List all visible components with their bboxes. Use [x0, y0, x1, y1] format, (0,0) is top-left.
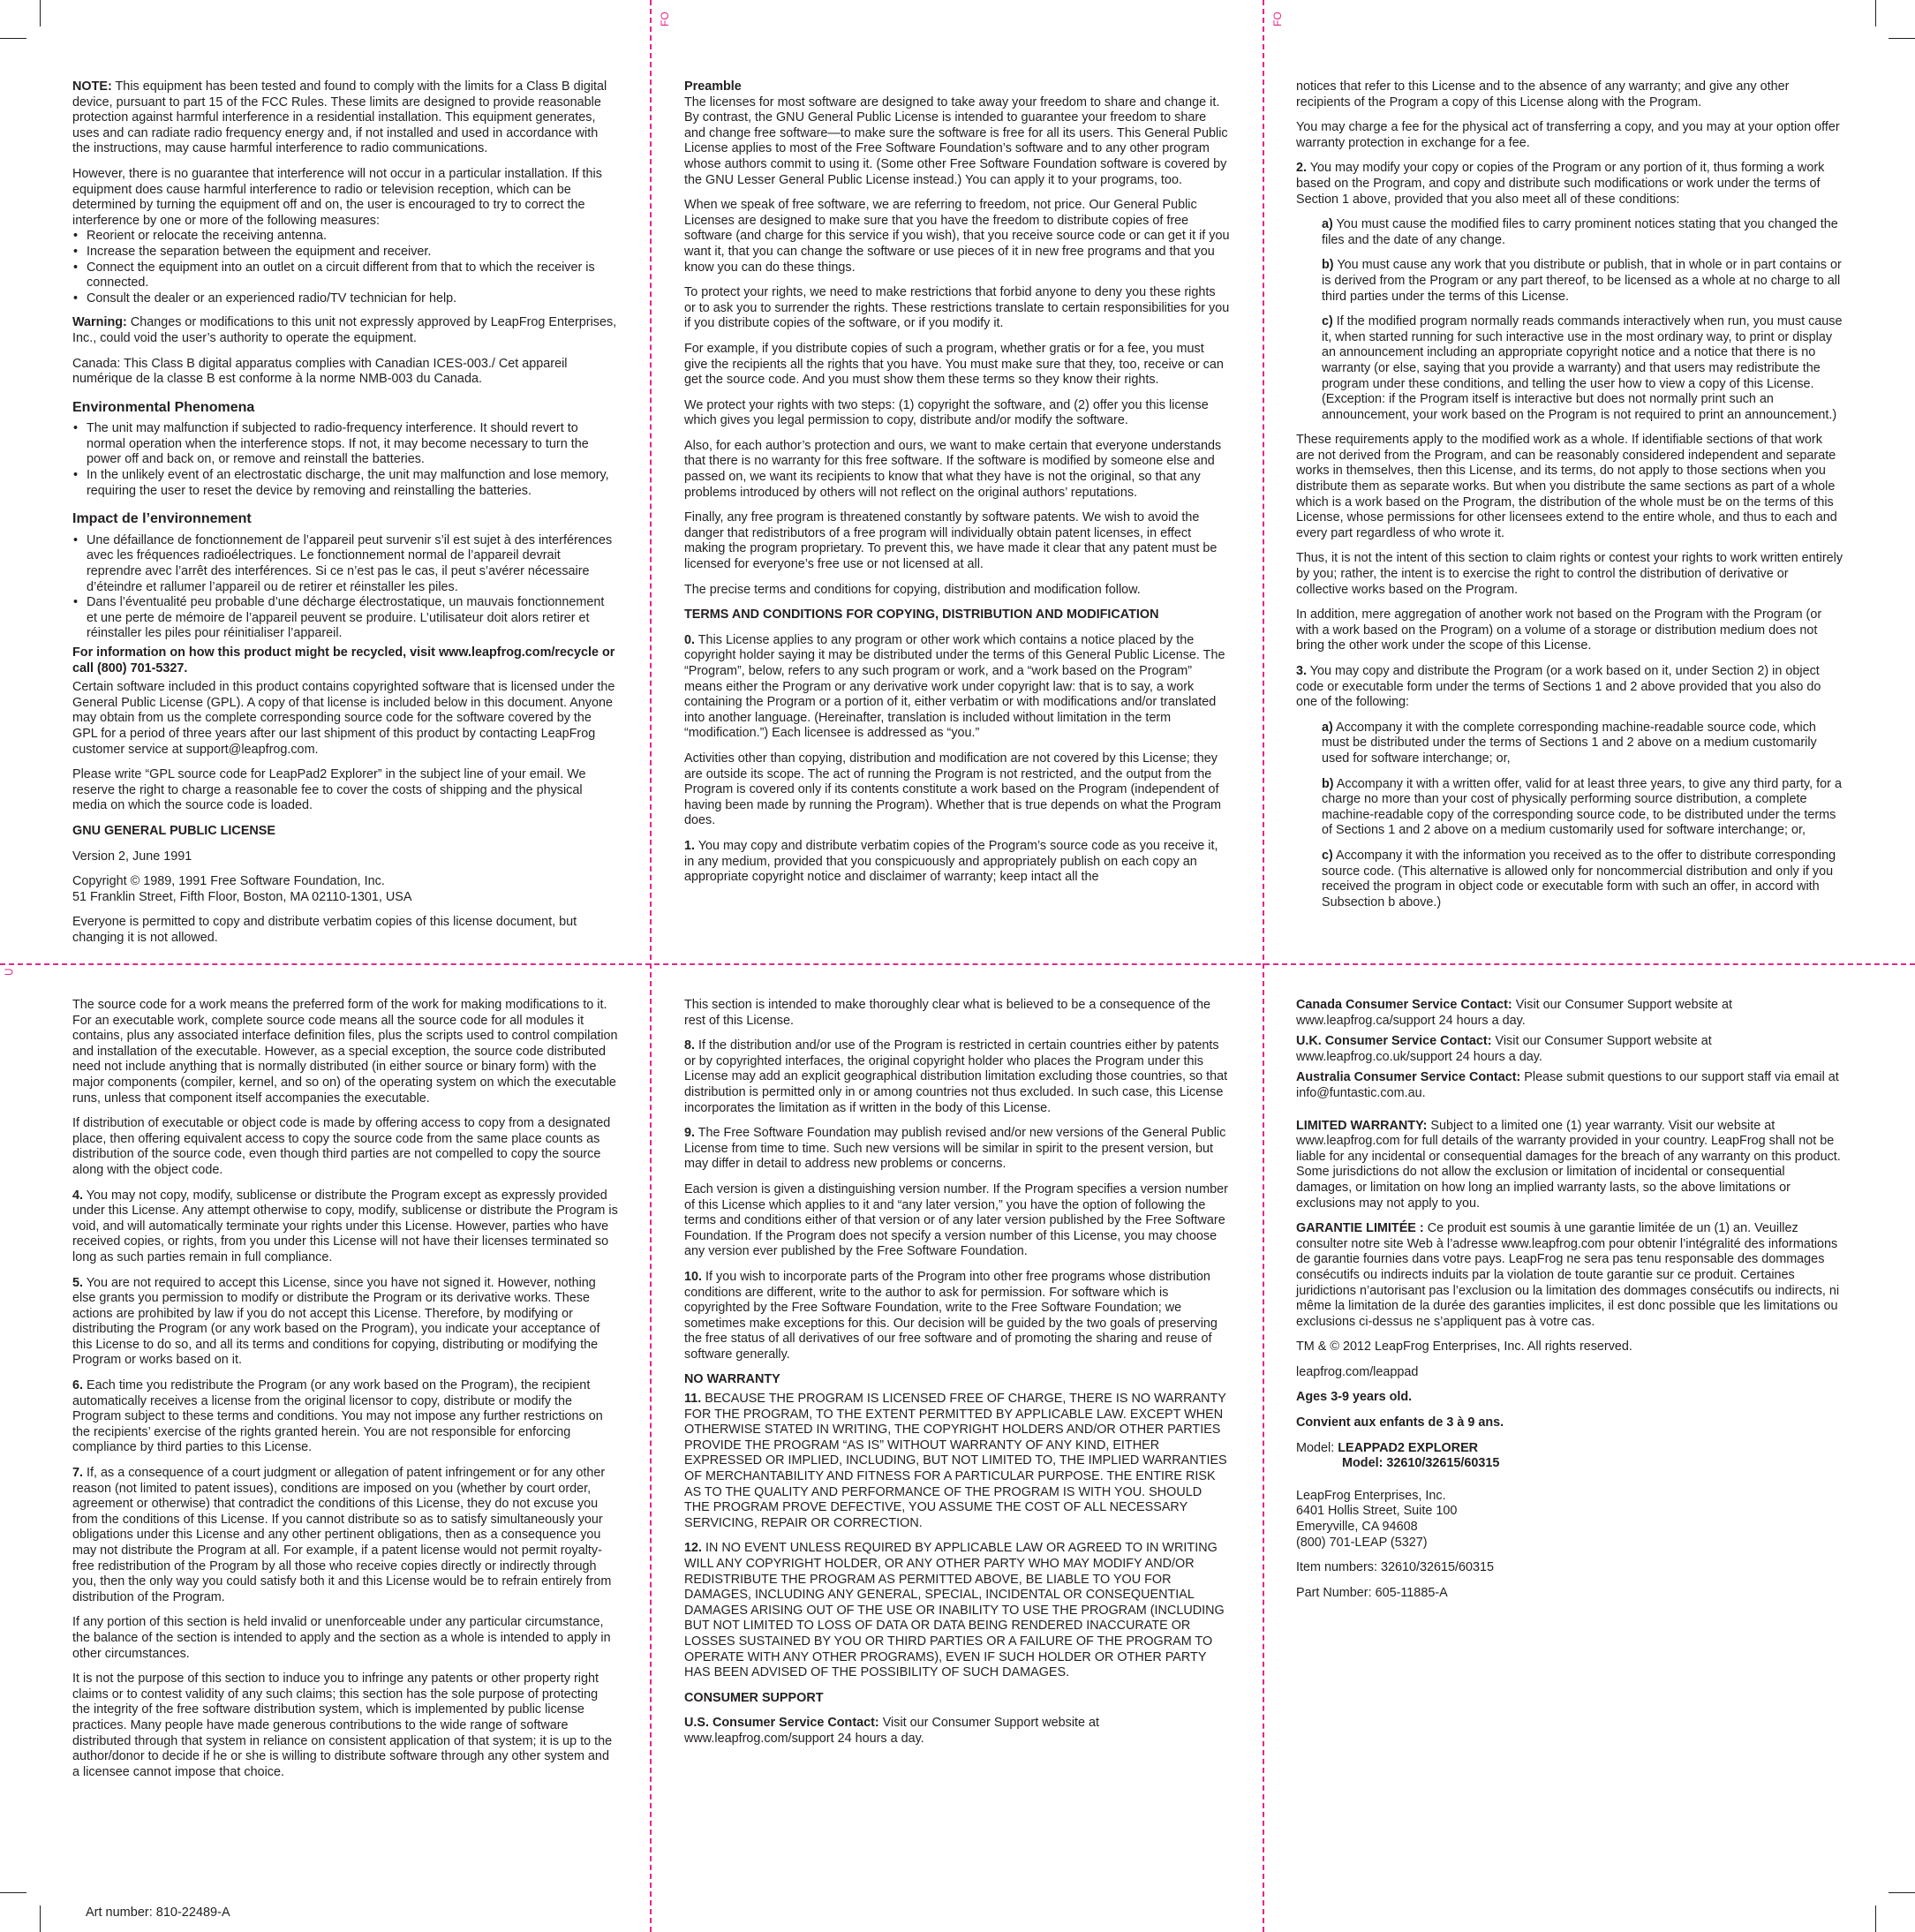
- section-1-cont: notices that refer to this License and to the absence of any warranty; and give any other recipients of the Program a copy of this License along with the Program.: [1296, 79, 1790, 109]
- environmental-list: [72, 421, 618, 499]
- gpl-request: Please write “GPL source code for LeapPad2 Explorer” in the subject line of your email. We reserve the right to charge a reasonable fee to cover the costs of shipping and the physical media on which the source code is loaded.: [72, 767, 586, 813]
- purpose-para: It is not the purpose of this section to induce you to infringe any patents or other property right claims or to contest validity of any such claims; this section has the sole purpose of protecting the integrity of the free software distribution system, which is implemented by public license practices. Many people have made generous contributions to the wide range of software distributed through that system in reliance on consistent application of that system; it is up to the author/donor to decide if he or she is willing to distribute software through any other system and a licensee cannot impose that choice.: [72, 1672, 613, 1779]
- list-item: • Reorient or relocate the receiving antenna.: [72, 229, 618, 245]
- cut-marker: ⊃: [4, 964, 14, 978]
- section-3a: a) Accompany it with the complete corresponding machine-readable source code, which must be distributed under the terms of Sections 1 and 2 above on a medium customarily used for software interchange; or,: [1322, 720, 1817, 766]
- version-para: Each version is given a distinguishing version number. If the Program specifies a version number of this License which applies to it and “any later version,” you have the option of following the terms and conditions either of that version or of any later version published by the Free Software Foundation. If the Program does not specify a version number of this License, you may choose any version ever published by the Free Software Foundation.: [684, 1181, 1228, 1259]
- recycle-info: For information on how this product might be recycled, visit www.leapfrog.com/recycle or call (800) 701-5327.: [72, 645, 615, 675]
- impact-list: [72, 533, 618, 642]
- terms-heading: TERMS AND CONDITIONS FOR COPYING, DISTRIBUTION AND MODIFICATION: [684, 608, 1159, 623]
- crop-mark: [1889, 38, 1915, 39]
- preamble-para: Finally, any free program is threatened constantly by software patents. We wish to avoid the danger that redistributors of a free program will individually obtain patent licenses, in effect making the program proprietary. To prevent this, we have made it clear that any patent must be licensed for everyone’s free use or not licensed at all.: [684, 510, 1218, 572]
- list-item: • Connect the equipment into an outlet on a circuit different from that to which the receiver is connected.: [72, 260, 618, 291]
- part-number: Part Number: 605-11885-A: [1296, 1585, 1448, 1600]
- fee-para: You may charge a fee for the physical act of transferring a copy, and you may at your option offer warranty protection in exchange for a fee.: [1296, 120, 1840, 150]
- item-numbers: Item numbers: 32610/32615/60315: [1296, 1560, 1495, 1575]
- trademark: TM & © 2012 LeapFrog Enterprises, Inc. All rights reserved.: [1296, 1340, 1632, 1355]
- list-item: • Une défaillance de fonctionnement de l’appareil peut survenir s’il est sujet à des interférences avec les fréquences radioélectriques. Le fonctionnement normal de l’appareil devrait reprendre avec l’arrêt des interférences. Si ce n’est pas le cas, il peut s’avérer nécessaire d’éteindre et rallumer l’appareil ou de retirer et réinstaller les piles.: [72, 533, 618, 595]
- list-item: • Increase the separation between the equipment and receiver.: [72, 245, 618, 260]
- preamble-para: Also, for each author’s protection and ours, we want to make certain that everyone understands that there is no warranty for this free software. If the software is modified by someone else and passed on, we want its recipients to know that what they have is not the original, so that any problems introduced by others will not reflect on the original authors’ reputations.: [684, 438, 1222, 500]
- panel-preamble: [684, 79, 1230, 895]
- preamble-heading: Preamble: [684, 79, 742, 94]
- australia-contact: Australia Consumer Service Contact: Please submit questions to our support staff via email at info@funtastic.com.au.: [1296, 1070, 1839, 1100]
- canada-compliance: Canada: This Class B digital apparatus complies with Canadian ICES-003./ Cet appareil numérique de la classe B est conforme à la norme NMB-003 du Canada.: [72, 356, 568, 387]
- gpl-permission: Everyone is permitted to copy and distribute verbatim copies of this license document, but changing it is not allowed.: [72, 915, 577, 945]
- preamble-para: The precise terms and conditions for copying, distribution and modification follow.: [684, 582, 1141, 597]
- section-5: 5. You are not required to accept this License, since you have not signed it. However, nothing else grants you permission to modify or distribute the Program or its derivative works. These actions are prohibited by law if you do not accept this License. Therefore, by modifying or distributing the Program (or any work based on the Program), you indicate your acceptance of this License to do so, and all its terms and conditions for copying, distributing or modifying the Program or works based on it.: [72, 1275, 600, 1368]
- panel-sections-4-7: [72, 998, 618, 1790]
- clear-para: This section is intended to make thoroughly clear what is believed to be a consequence of the rest of this License.: [684, 998, 1210, 1028]
- section-1: 1. You may copy and distribute verbatim copies of the Program’s source code as you receive it, in any medium, provided that you conspicuously and appropriately publish on each copy an appropriate copyright notice and disclaimer of warranty; keep intact all the: [684, 838, 1218, 885]
- preamble-para: For example, if you distribute copies of such a program, whether gratis or for a fee, you must give the recipients all the rights that you have. You must make sure that they, too, receive or can get the source code. And you must show them these terms so they know their rights.: [684, 341, 1224, 388]
- consumer-support-heading: CONSUMER SUPPORT: [684, 1690, 824, 1705]
- age-range-fr: Convient aux enfants de 3 à 9 ans.: [1296, 1415, 1504, 1430]
- distribution-para: If distribution of executable or object code is made by offering access to copy from a designated place, then offering equivalent access to copy the source code from the same place counts as distribution of the source code, even though third parties are not compelled to copy the source along with the object code.: [72, 1116, 611, 1177]
- art-number: Art number: 810-22489-A: [86, 1906, 230, 1920]
- section-10: 10. If you wish to incorporate parts of the Program into other free programs whose distribution conditions are different, write to the author to ask for permission. For software which is copyrighted by the Free Software Foundation, write to the Free Software Foundation; we sometimes make exceptions for this. Our decision will be guided by the two goals of preserving the free status of all derivatives of our free software and of promoting the sharing and reuse of software generally.: [684, 1269, 1218, 1362]
- panel-sections-2-3: [1296, 79, 1843, 920]
- limited-warranty: LIMITED WARRANTY: Subject to a limited one (1) year warranty. Visit our website at www.leapfrog.com for full details of the warranty provided in your country. LeapFrog shall not be liable for any incidental or consequential damages for the breach of any warranty on this product. Some jurisdictions do not allow the exclusion or limitation of incidental or consequential damages, or limitation on how long an implied warranty lasts, so the above limitations or exclusions may not apply to you.: [1296, 1118, 1841, 1211]
- fcc-note: NOTE: This equipment has been tested and found to comply with the limits for a Class B digital device, pursuant to part 15 of the FCC Rules. These limits are designed to provide reasonable protection against harmful interference in a residential installation. This equipment generates, uses and can radiate radio frequency energy and, if not installed and used in accordance with the instructions, may cause harmful interference to radio communications.: [72, 79, 607, 156]
- environmental-heading: Environmental Phenomena: [72, 399, 255, 415]
- section-3c: c) Accompany it with the information you received as to the offer to distribute corresponding source code. (This alternative is allowed only for noncommercial distribution and only if you received the program in object code or executable form with such an offer, in accord with Subsection b above.): [1322, 848, 1836, 909]
- section-2: 2. You may modify your copy or copies of the Program or any portion of it, thus forming a work based on the Program, and copy and distribute such modifications or work under the terms of Section 1 above, provided that you also meet all of these conditions:: [1296, 161, 1825, 207]
- section-9: 9. The Free Software Foundation may publish revised and/or new versions of the General Public License from time to time. Such new versions will be similar in spirit to the present version, but may differ in detail to address new problems or concerns.: [684, 1126, 1226, 1172]
- gpl-copyright: Copyright © 1989, 1991 Free Software Foundation, Inc. 51 Franklin Street, Fifth Floor, Boston, MA 02110-1301, USA: [72, 874, 412, 904]
- requirements-para: These requirements apply to the modified work as a whole. If identifiable sections of that work are not derived from the Program, and can be reasonably considered independent and separate works in themselves, then this License, and its terms, do not apply to those sections when you distribute them as separate works. But when you distribute the same sections as part of a whole which is a work based on the Program, the distribution of the whole must be on the terms of this License, whose permissions for other licensees extend to the entire whole, and thus to each and every part regardless of who wrote it.: [1296, 433, 1837, 540]
- section-3: 3. You may copy and distribute the Program (or a work based on it, under Section 2) in object code or executable form under the terms of Sections 1 and 2 above provided that you also do one of the following:: [1296, 664, 1821, 710]
- crop-mark: [1875, 0, 1876, 26]
- section-3b: b) Accompany it with a written offer, valid for at least three years, to give any third party, for a charge no more than your cost of physically performing source distribution, a complete machine-readable copy of the corresponding source code, to be distributed under the terms of Sections 1 and 2 above on a medium customarily used for software interchange; or,: [1322, 776, 1842, 838]
- intent-para: Thus, it is not the intent of this section to claim rights or contest your rights to work written entirely by you; rather, the intent is to exercise the right to control the distribution of derivative or collective works based on the Program.: [1296, 551, 1843, 597]
- section-4: 4. You may not copy, modify, sublicense or distribute the Program except as expressly provided under this License. Any attempt otherwise to copy, modify, sublicense or distribute the Program is void, and will automatically terminate your rights under this License. However, parties who have received copies, or rights, from you under this License will not have their licenses terminated so long as such parties remain in full compliance.: [72, 1188, 618, 1264]
- section-11: 11. BECAUSE THE PROGRAM IS LICENSED FREE OF CHARGE, THERE IS NO WARRANTY FOR THE PROGRAM, TO THE EXTENT PERMITTED BY APPLICABLE LAW. EXCEPT WHEN OTHERWISE STATED IN WRITING, THE COPYRIGHT HOLDERS AND/OR OTHER PARTIES PROVIDE THE PROGRAM “AS IS” WITHOUT WARRANTY OF ANY KIND, EITHER EXPRESSED OR IMPLIED, INCLUDING, BUT NOT LIMITED TO, THE IMPLIED WARRANTIES OF MERCHANTABILITY AND FITNESS FOR A PARTICULAR PURPOSE. THE ENTIRE RISK AS TO THE QUALITY AND PERFORMANCE OF THE PROGRAM IS WITH YOU. SHOULD THE PROGRAM PROVE DEFECTIVE, YOU ASSUME THE COST OF ALL NECESSARY SERVICING, REPAIR OR CORRECTION.: [684, 1392, 1227, 1530]
- crop-mark: [0, 38, 26, 39]
- preamble-para: To protect your rights, we need to make restrictions that forbid anyone to deny you these rights or to ask you to surrender the rights. These restrictions translate to certain responsibilities for you if you distribute copies of the software, or if you modify it.: [684, 285, 1230, 331]
- fold-label: FO: [659, 11, 671, 26]
- interference-guarantee: However, there is no guarantee that interference will not occur in a particular installation. If this equipment does cause harmful interference to radio or television reception, which can be determined by turning the equipment off and on, the user is encouraged to try to correct the interference by one or more of the following measures:: [72, 166, 602, 228]
- section-7: 7. If, as a consequence of a court judgment or allegation of patent infringement or for any other reason (not limited to patent issues), conditions are imposed on you (whether by court order, agreement or otherwise) that contradict the conditions of this License, they do not excuse you from the conditions of this License. If you cannot distribute so as to satisfy simultaneously your obligations under this License and any other pertinent obligations, then as a consequence you may not distribute the Program at all. For example, if a patent license would not permit royalty-free redistribution of the Program by all those who receive copies directly or indirectly through you, then the only way you could satisfy both it and this License would be to refrain entirely from distribution of the Program.: [72, 1466, 612, 1604]
- section-0: 0. This License applies to any program or other work which contains a notice placed by the copyright holder saying it may be distributed under the terms of this General Public License. The “Program”, below, refers to any such program or work, and a “work based on the Program” means either the Program or any derivative work under copyright law: that is to say, a work containing the Program or a portion of it, either verbatim or with modifications and/or translated into another language. (Hereinafter, translation is included without limitation in the term “modification.”) Each licensee is addressed as “you.”: [684, 632, 1225, 741]
- warning-note: Warning: Changes or modifications to this unit not expressly approved by LeapFrog Enterprises, Inc., could void the user’s authority to operate the equipment.: [72, 315, 617, 345]
- crop-mark: [1875, 1906, 1876, 1932]
- age-range: Ages 3-9 years old.: [1296, 1390, 1413, 1405]
- section-6: 6. Each time you redistribute the Program (or any work based on the Program), the recipient automatically receives a license from the original licensor to copy, distribute or modify the Program subject to these terms and conditions. You may not impose any further restrictions on the recipients’ exercise of the rights granted herein. You are not responsible for enforcing compliance by third parties to this License.: [72, 1378, 603, 1455]
- preamble-para: The licenses for most software are designed to take away your freedom to share and change it. By contrast, the GNU General Public License is intended to guarantee your freedom to share and change free software—to make sure the software is free for all its users. This General Public License applies to most of the Free Software Foundation’s software and to any other program whose authors commit to using it. (Some other Free Software Foundation software is covered by the GNU Lesser General Public License instead.) You can apply it to your programs, too.: [684, 94, 1228, 187]
- list-item: • Dans l’éventualité peu probable d’une décharge électrostatique, un mauvais fonctionnement et une perte de mémoire de l’appareil peuvent se produire. L’utilisateur doit alors retirer et réinstaller les piles pour réinitialiser l’appareil.: [72, 595, 618, 642]
- model-info: Model: LEAPPAD2 EXPLORER: [1296, 1440, 1479, 1455]
- crop-mark: [0, 1892, 26, 1893]
- fold-guide: [1263, 0, 1264, 1932]
- section-12: 12. IN NO EVENT UNLESS REQUIRED BY APPLICABLE LAW OR AGREED TO IN WRITING WILL ANY COPYRIGHT HOLDER, OR ANY OTHER PARTY WHO MAY MODIFY AND/OR REDISTRIBUTE THE PROGRAM AS PERMITTED ABOVE, BE LIABLE TO YOU FOR DAMAGES, INCLUDING ANY GENERAL, SPECIAL, INCIDENTAL OR CONSEQUENTIAL DAMAGES ARISING OUT OF THE USE OR INABILITY TO USE THE PROGRAM (INCLUDING BUT NOT LIMITED TO LOSS OF DATA OR DATA BEING RENDERED INACCURATE OR LOSSES SUSTAINED BY YOU OR THIRD PARTIES OR A FAILURE OF THE PROGRAM TO OPERATE WITH ANY OTHER PROGRAMS), EVEN IF SUCH HOLDER OR OTHER PARTY HAS BEEN ADVISED OF THE POSSIBILITY OF SUCH DAMAGES.: [684, 1541, 1225, 1680]
- section-8: 8. If the distribution and/or use of the Program is restricted in certain countries either by patents or by copyrighted interfaces, the original copyright holder who places the Program under this License may add an explicit geographical distribution limitation excluding those countries, so that distribution is permitted only in or among countries not thus excluded. In such case, this License incorporates the limitation as if written in the body of this License.: [684, 1038, 1228, 1115]
- gnu-heading: GNU GENERAL PUBLIC LICENSE: [72, 823, 276, 838]
- list-item: • In the unlikely event of an electrostatic discharge, the unit may malfunction and lose memory, requiring the user to reset the device by removing and reinstalling the batteries.: [72, 468, 618, 499]
- section-2b: b) You must cause any work that you distribute or publish, that in whole or in part contains or is derived from the Program or any part thereof, to be licensed as a whole at no charge to all third parties under the terms of this License.: [1322, 258, 1842, 304]
- interference-measures: [72, 229, 618, 306]
- no-warranty-heading: NO WARRANTY: [684, 1372, 780, 1387]
- fold-label: FO: [1271, 11, 1284, 26]
- aggregation-para: In addition, mere aggregation of another work not based on the Program with the Program (or with a work based on the Program) on a volume of a storage or distribution medium does not bring the other work under the scope of this License.: [1296, 608, 1822, 653]
- preamble-para: When we speak of free software, we are referring to freedom, not price. Our General Public Licenses are designed to make sure that you have the freedom to distribute copies of free software (and charge for this service if you wish), that you receive source code or can get it if you want it, that you can change the software or use pieces of it in new free programs and that you know you can do these things.: [684, 198, 1230, 275]
- activities-para: Activities other than copying, distribution and modification are not covered by this License; they are outside its scope. The act of running the Program is not restricted, and the output from the Program is covered only if its contents constitute a work based on the Program (independent of having been made by running the Program). Whether that is true depends on what the Program does.: [684, 751, 1221, 828]
- panel-contacts-warranty: [1296, 998, 1843, 1611]
- section-2c: c) If the modified program normally reads commands interactively when run, you must cause it, when started running for such interactive use in the most ordinary way, to print or display an announcement including an appropriate copyright notice and a notice that there is no warranty (or else, saying that you provide a warranty) and that users may redistribute the program under these conditions, and telling the user how to view a copy of this License. (Exception: if the Program itself is interactive but does not normally print such an announcement, your work based on the Program is not required to print an announcement.): [1322, 314, 1843, 422]
- gpl-notice: Certain software included in this product contains copyrighted software that is licensed under the General Public License (GPL). A copy of that license is included below in this document. Anyone may obtain from us the complete corresponding source code for the software covered by the GPL for a period of three years after our last shipment of this product by contacting LeapFrog customer service at support@leapfrog.com.: [72, 680, 615, 757]
- garantie-limitee: GARANTIE LIMITÉE : Ce produit est soumis à une garantie limitée de un (1) an. Veuillez consulter notre site Web à l’adresse www.leapfrog.com pour obtenir l’intégralité des informations de garantie fournies dans votre pays. LeapFrog ne sera pas tenu responsable des dommages consécutifs ou indirects induits par la violation de toute garantie sur ce produit. Certaines juridictions n’autorisant pas l’exclusion ou la limitation des dommages consécutifs ou indirects, ni même la limitation de la durée des garanties implicites, il est donc possible que les limitations ou exclusions ci-dessus ne s’appliquent pas à votre cas.: [1296, 1221, 1840, 1329]
- crop-mark: [40, 1906, 41, 1932]
- list-item: • The unit may malfunction if subjected to radio-frequency interference. It should revert to normal operation when the interference stops. If not, it may become necessary to turn the power off and back on, or remove and reinstall the batteries.: [72, 421, 618, 468]
- model-numbers: Model: 32610/32615/60315: [1342, 1456, 1500, 1471]
- section-2a: a) You must cause the modified files to carry prominent notices stating that you changed the files and the date of any change.: [1322, 217, 1838, 247]
- us-contact: U.S. Consumer Service Contact: Visit our Consumer Support website at www.leapfrog.com/support 24 hours a day.: [684, 1716, 1100, 1746]
- panel-fcc-notice: [72, 79, 618, 956]
- fold-guide: [650, 0, 652, 1932]
- panel-sections-8-12: [684, 998, 1230, 1757]
- gpl-version: Version 2, June 1991: [72, 849, 192, 864]
- crop-mark: [1889, 1892, 1915, 1893]
- crop-mark: [40, 0, 41, 26]
- cut-guide: [0, 963, 1915, 965]
- preamble-para: We protect your rights with two steps: (1) copyright the software, and (2) offer you this license which gives you legal permission to copy, distribute and/or modify the software.: [684, 397, 1209, 428]
- invalid-para: If any portion of this section is held invalid or unenforceable under any particular circumstance, the balance of the section is intended to apply and the section as a whole is intended to apply in other circumstances.: [72, 1615, 611, 1661]
- list-item: • Consult the dealer or an experienced radio/TV technician for help.: [72, 291, 618, 307]
- canada-contact: Canada Consumer Service Contact: Visit our Consumer Support website at www.leapfrog.ca/support 24 hours a day.: [1296, 998, 1733, 1028]
- source-code-para: The source code for a work means the preferred form of the work for making modifications to it. For an executable work, complete source code means all the source code for all modules it contains, plus any associated interface definition files, plus the scripts used to control compilation and installation of the executable. However, as a special exception, the source code distributed need not include anything that is normally distributed (in either source or binary form) with the major components (compiler, kernel, and so on) of the operating system on which the executable runs, unless that component itself accompanies the executable.: [72, 998, 618, 1106]
- company-address: LeapFrog Enterprises, Inc. 6401 Hollis Street, Suite 100 Emeryville, CA 94608 (800) 701-LEAP (5327): [1296, 1488, 1458, 1550]
- impact-heading: Impact de l’environnement: [72, 511, 252, 527]
- product-url: leapfrog.com/leappad: [1296, 1364, 1419, 1379]
- uk-contact: U.K. Consumer Service Contact: Visit our Consumer Support website at www.leapfrog.co.uk/support 24 hours a day.: [1296, 1034, 1712, 1064]
